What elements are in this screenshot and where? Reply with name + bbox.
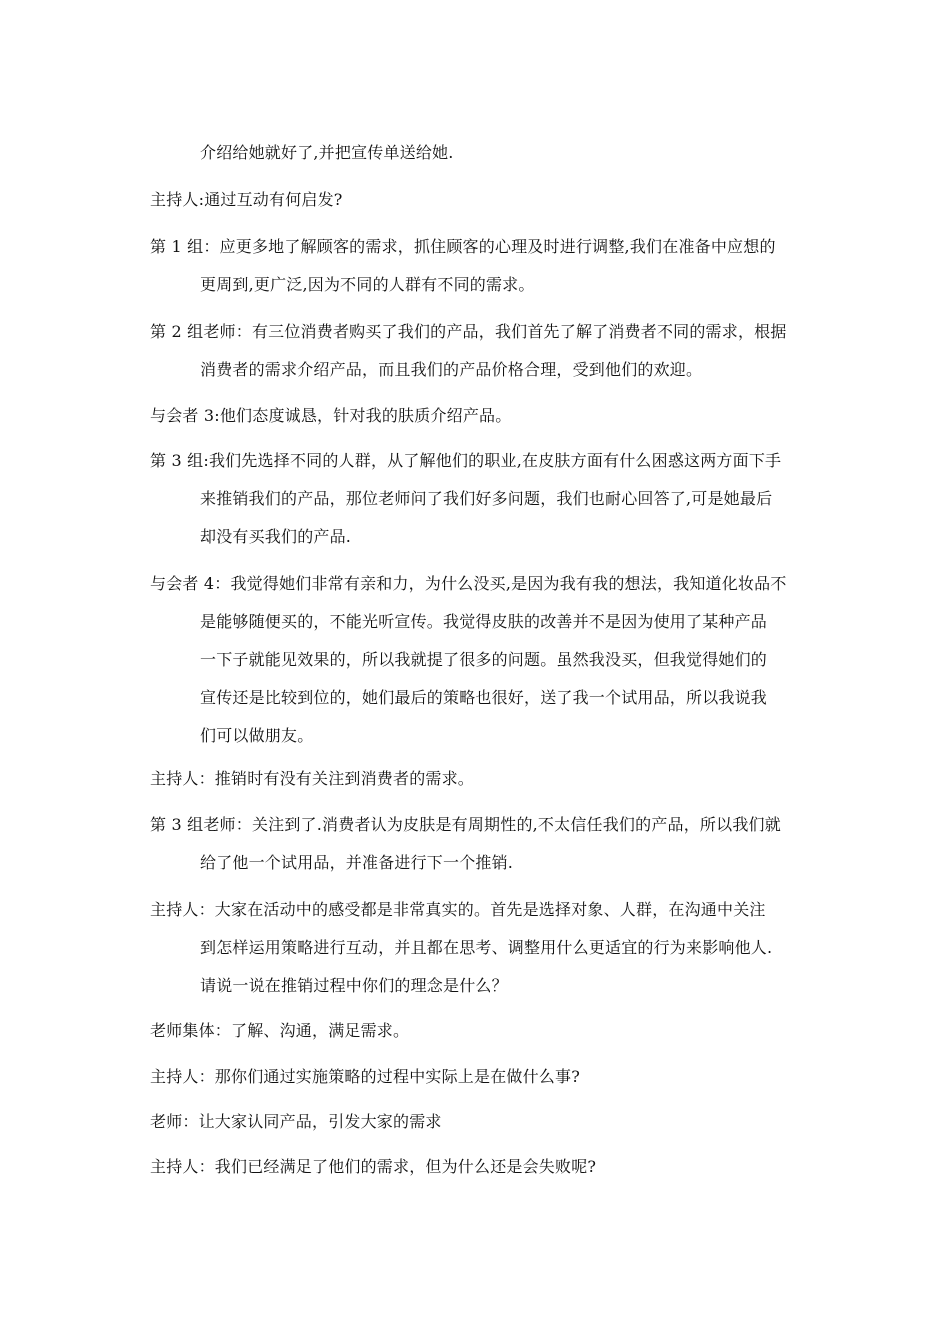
text-line: 主持人：我们已经满足了他们的需求，但为什么还是会失败呢? [150, 1157, 597, 1176]
text-line: 却没有买我们的产品. [200, 527, 352, 546]
paragraph-host-question-1 [150, 181, 810, 219]
text-line: 消费者的需求介绍产品，而且我们的产品价格合理，受到他们的欢迎。 [200, 360, 703, 379]
paragraph-host-summary [150, 891, 810, 1005]
text-line: 宣传还是比较到位的，她们最后的策略也很好，送了我一个试用品，所以我说我 [200, 688, 768, 707]
text-line: 第 3 组:我们先选择不同的人群，从了解他们的职业,在皮肤方面有什么困惑这两方面下手 [150, 451, 782, 470]
paragraph-group-1 [150, 228, 810, 304]
paragraph-teachers-collective [150, 1012, 810, 1050]
text-line: 主持人:通过互动有何启发? [150, 190, 343, 209]
text-line: 与会者 4：我觉得她们非常有亲和力，为什么没买,是因为我有我的想法，我知道化妆品不 [150, 574, 787, 593]
text-line: 第 3 组老师：关注到了.消费者认为皮肤是有周期性的,不太信任我们的产品，所以我们就 [150, 815, 781, 834]
paragraph-participant-4 [150, 565, 810, 755]
text-line: 老师：让大家认同产品，引发大家的需求 [150, 1112, 442, 1131]
text-line: 介绍给她就好了,并把宣传单送给她. [200, 143, 454, 162]
paragraph-group-3-teacher [150, 806, 810, 882]
paragraph-group-2-teacher [150, 313, 810, 389]
text-line: 主持人：推销时有没有关注到消费者的需求。 [150, 769, 475, 788]
paragraph-host-question-3 [150, 1058, 810, 1096]
text-line: 请说一说在推销过程中你们的理念是什么？ [200, 976, 508, 995]
text-line: 更周到,更广泛,因为不同的人群有不同的需求。 [200, 275, 535, 294]
paragraph-continuation [150, 134, 810, 172]
paragraph-teacher-answer [150, 1103, 810, 1141]
text-line: 主持人：大家在活动中的感受都是非常真实的。首先是选择对象、人群，在沟通中关注 [150, 900, 766, 919]
text-line: 们可以做朋友。 [200, 726, 314, 745]
text-line: 到怎样运用策略进行互动，并且都在思考、调整用什么更适宜的行为来影响他人. [200, 938, 773, 957]
paragraph-group-3 [150, 442, 810, 556]
text-line: 与会者 3:他们态度诚恳，针对我的肤质介绍产品。 [150, 406, 512, 425]
paragraph-host-question-2 [150, 760, 810, 798]
paragraph-host-question-4 [150, 1148, 810, 1186]
text-line: 第 1 组：应更多地了解顾客的需求，抓住顾客的心理及时进行调整,我们在准备中应想的 [150, 237, 776, 256]
text-line: 给了他一个试用品，并准备进行下一个推销. [200, 853, 514, 872]
text-line: 是能够随便买的，不能光听宣传。我觉得皮肤的改善并不是因为使用了某种产品 [200, 612, 768, 631]
text-line: 第 2 组老师：有三位消费者购买了我们的产品，我们首先了解了消费者不同的需求，根据 [150, 322, 787, 341]
text-line: 老师集体：了解、沟通，满足需求。 [150, 1021, 410, 1040]
paragraph-participant-3 [150, 397, 810, 435]
text-line: 主持人：那你们通过实施策略的过程中实际上是在做什么事? [150, 1067, 580, 1086]
text-line: 一下子就能见效果的，所以我就提了很多的问题。虽然我没买，但我觉得她们的 [200, 650, 768, 669]
text-line: 来推销我们的产品，那位老师问了我们好多问题，我们也耐心回答了,可是她最后 [200, 489, 773, 508]
